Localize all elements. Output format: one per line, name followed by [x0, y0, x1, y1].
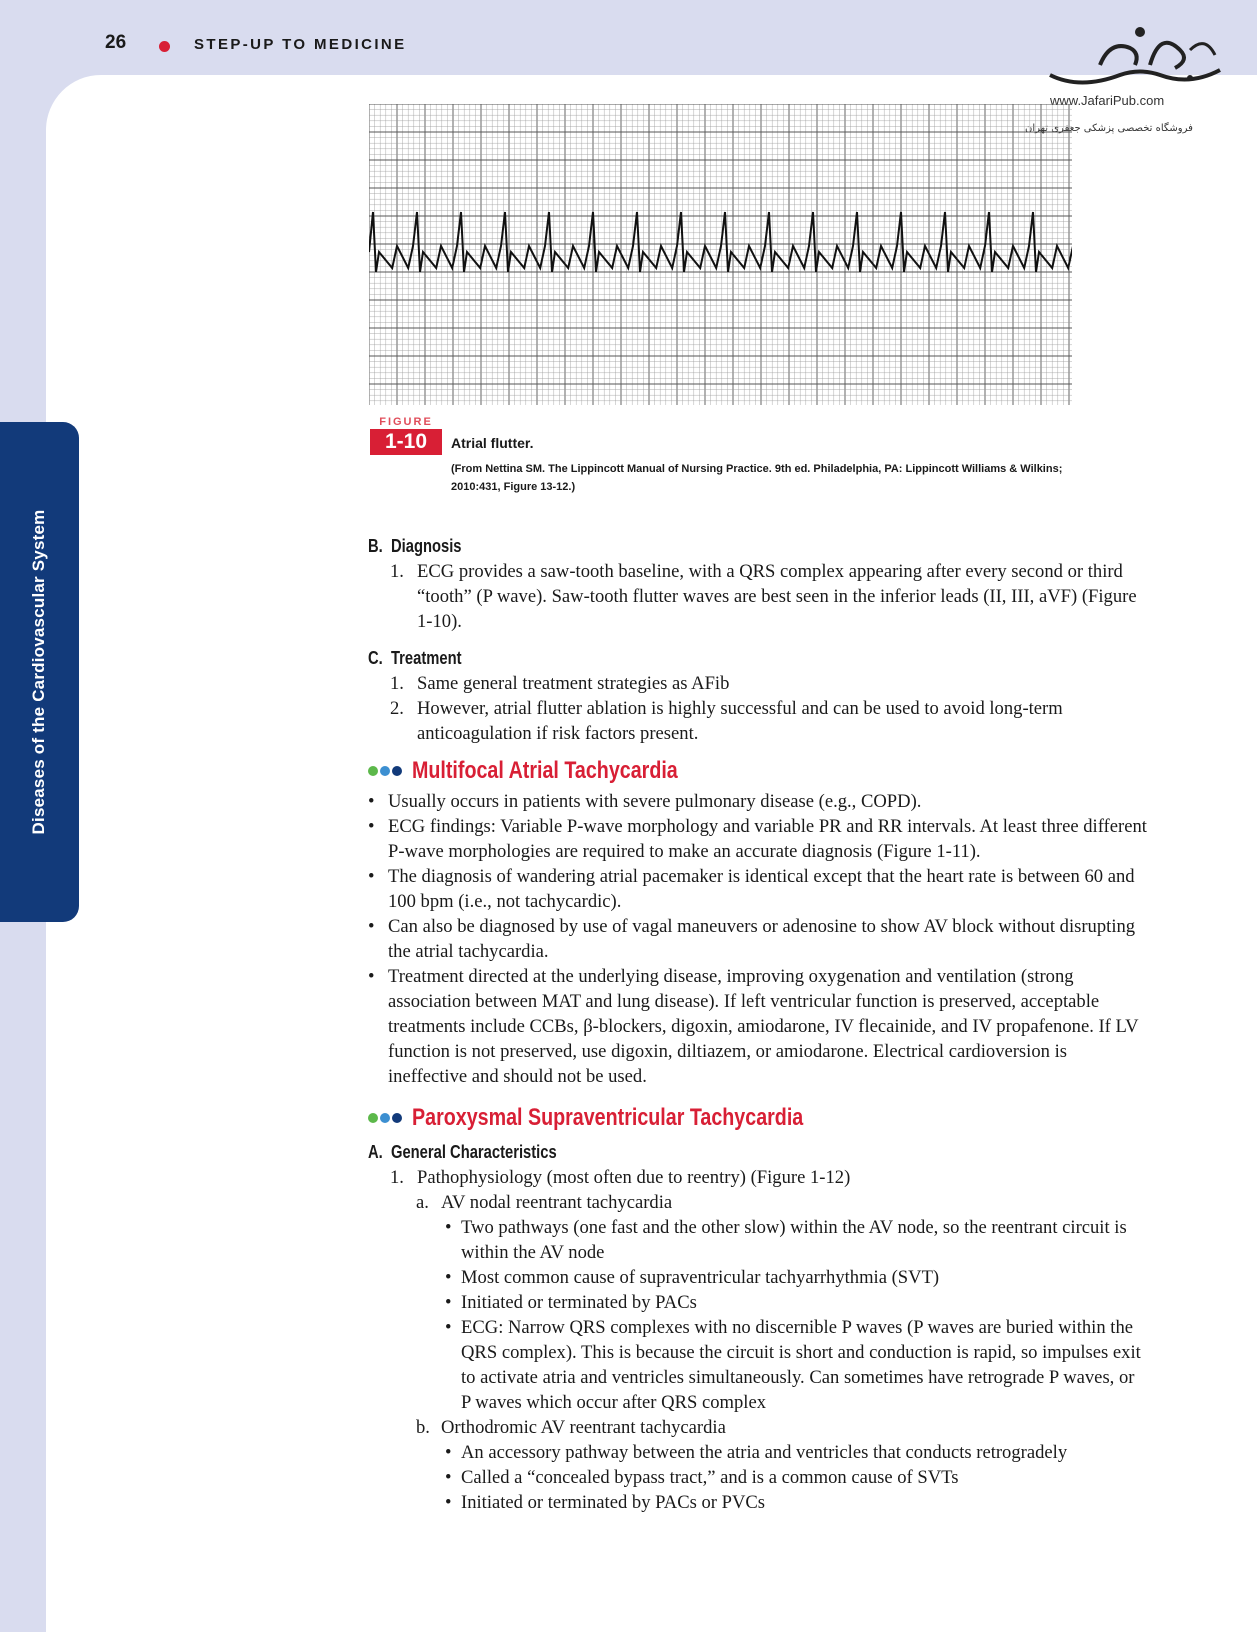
- list-item: b. Orthodromic AV reentrant tachycardia: [416, 1417, 726, 1438]
- bullet-item: • Most common cause of supraventricular tachyarrhythmia (SVT): [445, 1267, 940, 1288]
- book-title: STEP-UP TO MEDICINE: [194, 36, 407, 53]
- section-dots-icon: [368, 766, 402, 776]
- page-header: [0, 0, 1257, 134]
- header-dot-icon: [159, 41, 170, 52]
- bullet-item: • ECG: Narrow QRS complexes with no discernible P waves (P waves are buried within the QRS complex). This is because the circuit is short and conduction is rapid, so impulses exit to activate atria and ventricles simultaneously. Can sometimes have retrograde P waves, or P waves which occur after QRS complex: [445, 1317, 1141, 1413]
- bullet-item: • Treatment directed at the underlying disease, improving oxygenation and ventilation (strong association between MAT and lung disease). If left ventricular function is preserved, acceptable treatments include CCBs, β-blockers, digoxin, amiodarone, IV flecainide, and IV propafenone. If LV function is not preserved, use digoxin, diltiazem, or amiodarone. Electrical cardioversion is ineffective and should not be used.: [368, 966, 1139, 1087]
- figure-title: Atrial flutter.: [451, 435, 534, 451]
- publisher-logo-icon: [1040, 20, 1240, 90]
- bullet-item: • Usually occurs in patients with severe pulmonary disease (e.g., COPD).: [368, 791, 922, 812]
- subsection-heading: C. Treatment: [368, 648, 462, 668]
- bullet-item: • Initiated or terminated by PACs: [445, 1292, 697, 1313]
- list-item: a. AV nodal reentrant tachycardia: [416, 1192, 673, 1213]
- figure-word: FIGURE: [379, 416, 433, 428]
- list-item: 2. However, atrial flutter ablation is highly successful and can be used to avoid long-term anticoagulation if risk factors present.: [390, 698, 1063, 744]
- chapter-side-tab-label: Diseases of the Cardiovascular System: [29, 509, 48, 835]
- list-item: 1. ECG provides a saw-tooth baseline, with a QRS complex appearing after every second or third “tooth” (P wave). Saw-tooth flutter waves are best seen in the inferior leads (II, III, aVF) (Figure 1-10).: [390, 561, 1137, 632]
- figure-credit-line: (From Nettina SM. The Lippincott Manual of Nursing Practice. 9th ed. Philadelphia, PA: Lippincott Williams & Wilkins;: [451, 463, 1063, 475]
- list-item: 1. Same general treatment strategies as AFib: [390, 673, 730, 694]
- ecg-strip-atrial-flutter: [369, 104, 1072, 405]
- bullet-item: • Initiated or terminated by PACs or PVCs: [445, 1492, 766, 1513]
- figure-credit: [451, 460, 1141, 496]
- bullet-item: • The diagnosis of wandering atrial pacemaker is identical except that the heart rate is between 60 and 100 bpm (i.e., not tachycardic).: [368, 866, 1135, 912]
- bullet-item: • ECG findings: Variable P-wave morphology and variable PR and RR intervals. At least three different P-wave morphologies are required to make an accurate diagnosis (Figure 1-11).: [368, 816, 1147, 862]
- section-dots-icon: [368, 1113, 402, 1123]
- list-item: 1. Pathophysiology (most often due to reentry) (Figure 1-12): [390, 1167, 851, 1188]
- section-heading-psvt: Paroxysmal Supraventricular Tachycardia: [368, 1105, 1148, 1130]
- watermark-url: www.JafariPub.com: [1050, 93, 1165, 108]
- subsection-heading: B. Diagnosis: [368, 536, 462, 556]
- main-text: [368, 534, 1148, 1515]
- bullet-item: • An accessory pathway between the atria and ventricles that conducts retrogradely: [445, 1442, 1068, 1463]
- page-number: 26: [105, 32, 127, 53]
- figure-number: 1-10: [370, 429, 442, 455]
- subsection-heading: A. General Characteristics: [368, 1142, 557, 1162]
- section-heading-mat: Multifocal Atrial Tachycardia: [368, 758, 1148, 783]
- bullet-item: • Can also be diagnosed by use of vagal maneuvers or adenosine to show AV block without disrupting the atrial tachycardia.: [368, 916, 1136, 962]
- figure-credit-line: 2010:431, Figure 13-12.): [451, 481, 576, 493]
- bullet-item: • Called a “concealed bypass tract,” and is a common cause of SVTs: [445, 1467, 959, 1488]
- figure-label: [370, 416, 442, 455]
- bullet-item: • Two pathways (one fast and the other slow) within the AV node, so the reentrant circuit is within the AV node: [445, 1217, 1127, 1263]
- watermark-text: فروشگاه تخصصی پزشکی جعفری تهران: [1025, 123, 1193, 134]
